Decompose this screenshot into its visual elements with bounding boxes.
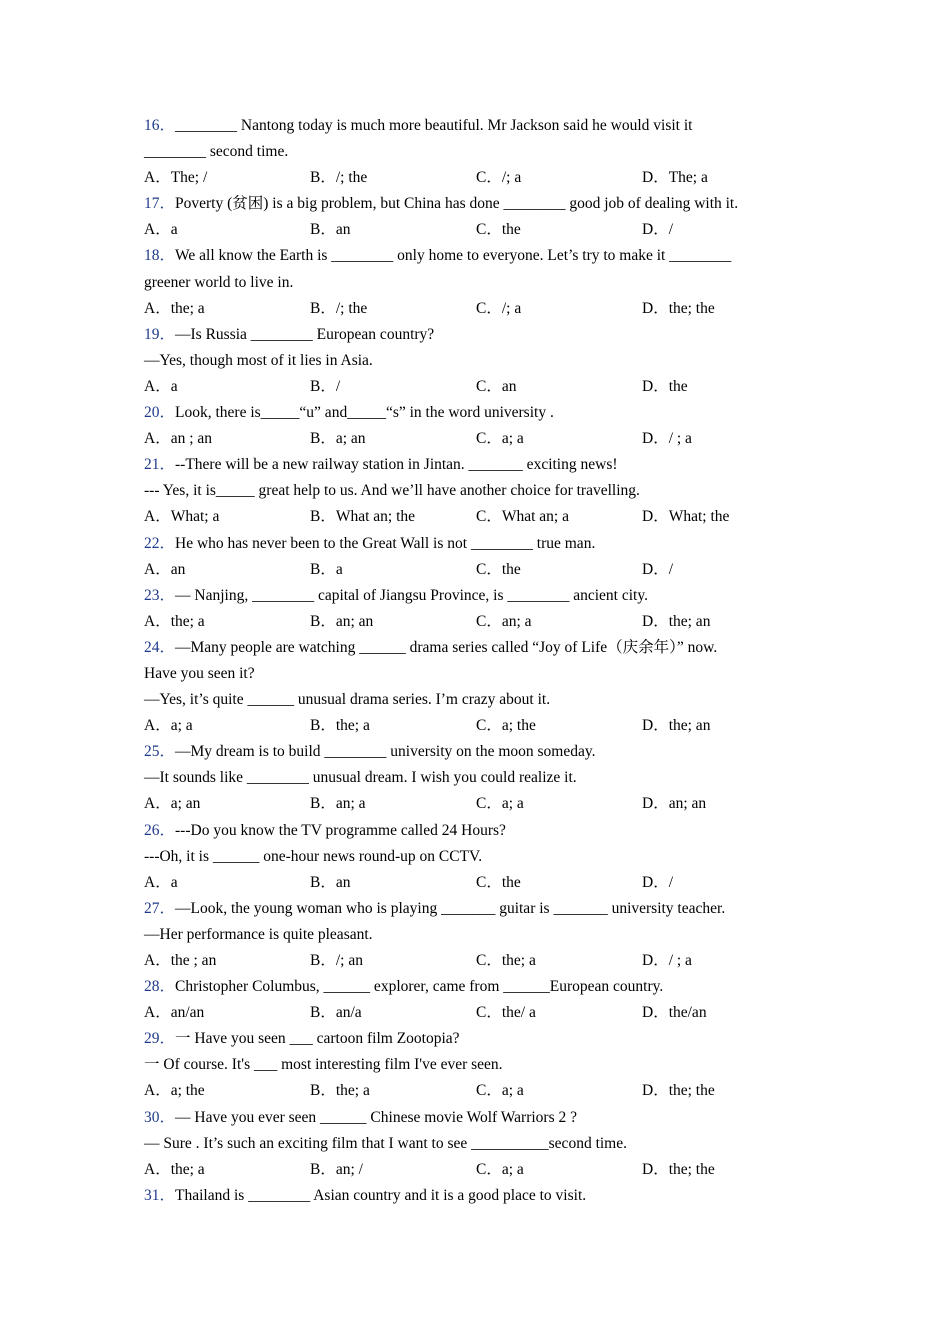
question-line [144, 661, 804, 687]
option-b: B．an; a [310, 795, 366, 813]
question-text: He who has never been to the Great Wall is not ________ true man. [175, 534, 596, 552]
option-c: C．the [476, 560, 521, 578]
question-line [144, 139, 804, 165]
question-line [144, 765, 804, 791]
option-b: B．What an; the [310, 508, 416, 526]
question-number: 24． [144, 638, 176, 656]
question-text: ________ Nantong today is much more beautiful. Mr Jackson said he would visit it [175, 117, 693, 134]
question-text: — Nanjing, ________ capital of Jiangsu Province, is ________ ancient city. [175, 586, 648, 604]
question-line [144, 1131, 804, 1157]
option-b: B．an [310, 221, 351, 239]
question-number: 25． [144, 743, 176, 761]
question-number: 27． [144, 899, 176, 917]
option-b: B．/; an [310, 952, 363, 969]
question-number: 26． [144, 821, 176, 839]
option-b: B．the; a [310, 1082, 370, 1100]
question-line [144, 896, 804, 922]
option-c: C．an [476, 377, 517, 395]
option-d: D．the; an [642, 717, 711, 735]
question-number: 22． [144, 534, 176, 552]
option-b: B．/; the [310, 299, 368, 317]
option-d: D．the; an [642, 612, 711, 630]
options-row [144, 1000, 804, 1026]
option-c: C．the/ a [476, 1004, 536, 1022]
question-number: 30． [144, 1108, 176, 1126]
option-c: C．What an; a [476, 508, 569, 526]
option-c: C．a; a [476, 1082, 524, 1100]
question-5 [144, 452, 804, 530]
question-text: — Have you ever seen ______ Chinese movie Wolf Warriors 2 ? [175, 1108, 578, 1126]
question-number: 23． [144, 586, 176, 604]
question-6 [144, 531, 804, 583]
option-a: A．the; a [144, 299, 205, 317]
question-text: Have you seen it? [144, 664, 255, 682]
option-c: C．a; a [476, 795, 524, 813]
option-a: A．a; the [144, 1082, 205, 1100]
question-text: —Many people are watching ______ drama series called “Joy of Life（庆余年）” now. [175, 638, 718, 656]
question-text: Poverty (贫困) is a big problem, but China has done ________ good job of dealing with it. [175, 195, 739, 213]
question-line [144, 478, 804, 504]
question-text: —It sounds like ________ unusual dream. I wish you could realize it. [144, 769, 577, 787]
option-d: D．the; the [642, 1082, 715, 1100]
question-line [144, 974, 804, 1000]
question-number: 19． [144, 325, 176, 343]
option-c: C．a; a [476, 1160, 524, 1178]
question-line [144, 348, 804, 374]
option-d: D．/ ; a [642, 430, 692, 448]
question-text: —Yes, it’s quite ______ unusual drama series. I’m crazy about it. [144, 691, 551, 709]
option-a: A．a [144, 377, 178, 395]
option-c: C．/; a [476, 169, 522, 187]
option-b: B．a; an [310, 430, 366, 448]
question-line [144, 1052, 804, 1078]
question-line [144, 922, 804, 948]
question-line [144, 687, 804, 713]
option-d: D．/ ; a [642, 952, 692, 969]
option-c: C．the [476, 221, 521, 239]
question-text: ---Do you know the TV programme called 24 Hours? [175, 821, 506, 839]
options-row [144, 296, 804, 322]
question-14 [144, 1105, 804, 1183]
options-row [144, 870, 804, 896]
question-line [144, 531, 804, 557]
option-b: B．/ [310, 377, 341, 395]
question-number: 16． [144, 117, 176, 134]
options-row [144, 426, 804, 452]
question-2 [144, 243, 804, 321]
question-text: 一 Have you seen ___ cartoon film Zootopia? [175, 1030, 460, 1048]
question-text: Thailand is ________ Asian country and it is a good place to visit. [175, 1186, 587, 1204]
question-10 [144, 818, 804, 896]
question-15 [144, 1183, 804, 1209]
option-a: A．the; a [144, 612, 205, 630]
options-row [144, 165, 804, 191]
option-a: A．the; a [144, 1160, 205, 1178]
option-d: D．the/an [642, 1004, 707, 1022]
option-b: B．an/a [310, 1004, 362, 1022]
options-row [144, 948, 804, 974]
question-line [144, 1183, 804, 1209]
option-a: A．a [144, 873, 178, 891]
question-list [144, 113, 804, 1209]
options-row [144, 713, 804, 739]
question-number: 28． [144, 978, 176, 996]
option-c: C．a; the [476, 717, 536, 735]
question-1 [144, 191, 804, 243]
option-a: A．What; a [144, 508, 220, 526]
option-d: D．/ [642, 560, 674, 578]
question-text: ---Oh, it is ______ one-hour news round-up on CCTV. [144, 847, 483, 865]
question-line [144, 322, 804, 348]
option-d: D．What; the [642, 508, 730, 526]
question-8 [144, 635, 804, 739]
option-a: A．a; a [144, 717, 193, 735]
question-text: We all know the Earth is ________ only home to everyone. Let’s try to make it ________ [175, 247, 732, 265]
option-d: D．the [642, 377, 688, 395]
option-c: C．the; a [476, 952, 536, 969]
option-c: C．an; a [476, 612, 532, 630]
question-text: —Is Russia ________ European country? [175, 325, 435, 343]
options-row [144, 504, 804, 530]
option-c: C．a; a [476, 430, 524, 448]
option-c: C．/; a [476, 299, 522, 317]
question-text: —Yes, though most of it lies in Asia. [144, 351, 373, 369]
options-row [144, 374, 804, 400]
option-c: C．the [476, 873, 521, 891]
option-b: B．an [310, 873, 351, 891]
question-text: —My dream is to build ________ university on the moon someday. [175, 743, 596, 761]
option-d: D．The; a [642, 169, 708, 187]
question-number: 21． [144, 456, 176, 474]
option-b: B．the; a [310, 717, 370, 735]
question-line [144, 844, 804, 870]
option-b: B．/; the [310, 169, 368, 187]
question-7 [144, 583, 804, 635]
option-a: A．an ; an [144, 430, 213, 448]
question-line [144, 270, 804, 296]
question-number: 20． [144, 404, 176, 422]
question-line [144, 1026, 804, 1052]
question-line [144, 583, 804, 609]
options-row [144, 1078, 804, 1104]
options-row [144, 1157, 804, 1183]
option-a: A．a [144, 221, 178, 239]
question-text: 一 Of course. It's ___ most interesting film I've ever seen. [144, 1056, 503, 1074]
question-line [144, 191, 804, 217]
question-line [144, 1105, 804, 1131]
options-row [144, 217, 804, 243]
question-13 [144, 1026, 804, 1104]
option-b: B．an; an [310, 612, 374, 630]
question-number: 31． [144, 1186, 176, 1204]
question-text: —Look, the young woman who is playing _______ guitar is _______ university teacher. [175, 899, 726, 917]
question-9 [144, 739, 804, 817]
question-number: 18． [144, 247, 176, 265]
option-d: D．an; an [642, 795, 707, 813]
options-row [144, 609, 804, 635]
question-text: ________ second time. [144, 143, 289, 161]
question-text: —Her performance is quite pleasant. [144, 925, 373, 943]
option-a: A．a; an [144, 795, 201, 813]
question-12 [144, 974, 804, 1026]
option-d: D．the; the [642, 1160, 715, 1178]
question-text: Christopher Columbus, ______ explorer, came from ______European country. [175, 978, 664, 996]
question-line [144, 243, 804, 269]
question-line [144, 739, 804, 765]
options-row [144, 791, 804, 817]
question-3 [144, 322, 804, 400]
question-number: 17． [144, 195, 176, 213]
option-d: D．/ [642, 873, 674, 891]
question-text: --There will be a new railway station in Jintan. _______ exciting news! [175, 456, 618, 474]
question-0 [144, 113, 804, 191]
option-d: D．the; the [642, 299, 715, 317]
question-line [144, 113, 804, 139]
question-4 [144, 400, 804, 452]
question-line [144, 635, 804, 661]
option-a: A．The; / [144, 169, 208, 187]
question-text: greener world to live in. [144, 273, 294, 291]
option-b: B．an; / [310, 1160, 363, 1178]
question-11 [144, 896, 804, 974]
question-text: Look, there is_____“u” and_____“s” in the word university . [175, 404, 554, 422]
option-a: A．the ; an [144, 952, 217, 969]
question-number: 29． [144, 1030, 176, 1048]
question-line [144, 818, 804, 844]
option-d: D．/ [642, 221, 674, 239]
option-b: B．a [310, 560, 343, 578]
question-text: — Sure . It’s such an exciting film that I want to see __________second time. [144, 1134, 627, 1152]
options-row [144, 557, 804, 583]
question-text: --- Yes, it is_____ great help to us. And we’ll have another choice for travelling. [144, 482, 640, 500]
question-line [144, 452, 804, 478]
question-line [144, 400, 804, 426]
option-a: A．an [144, 560, 186, 578]
option-a: A．an/an [144, 1004, 205, 1022]
